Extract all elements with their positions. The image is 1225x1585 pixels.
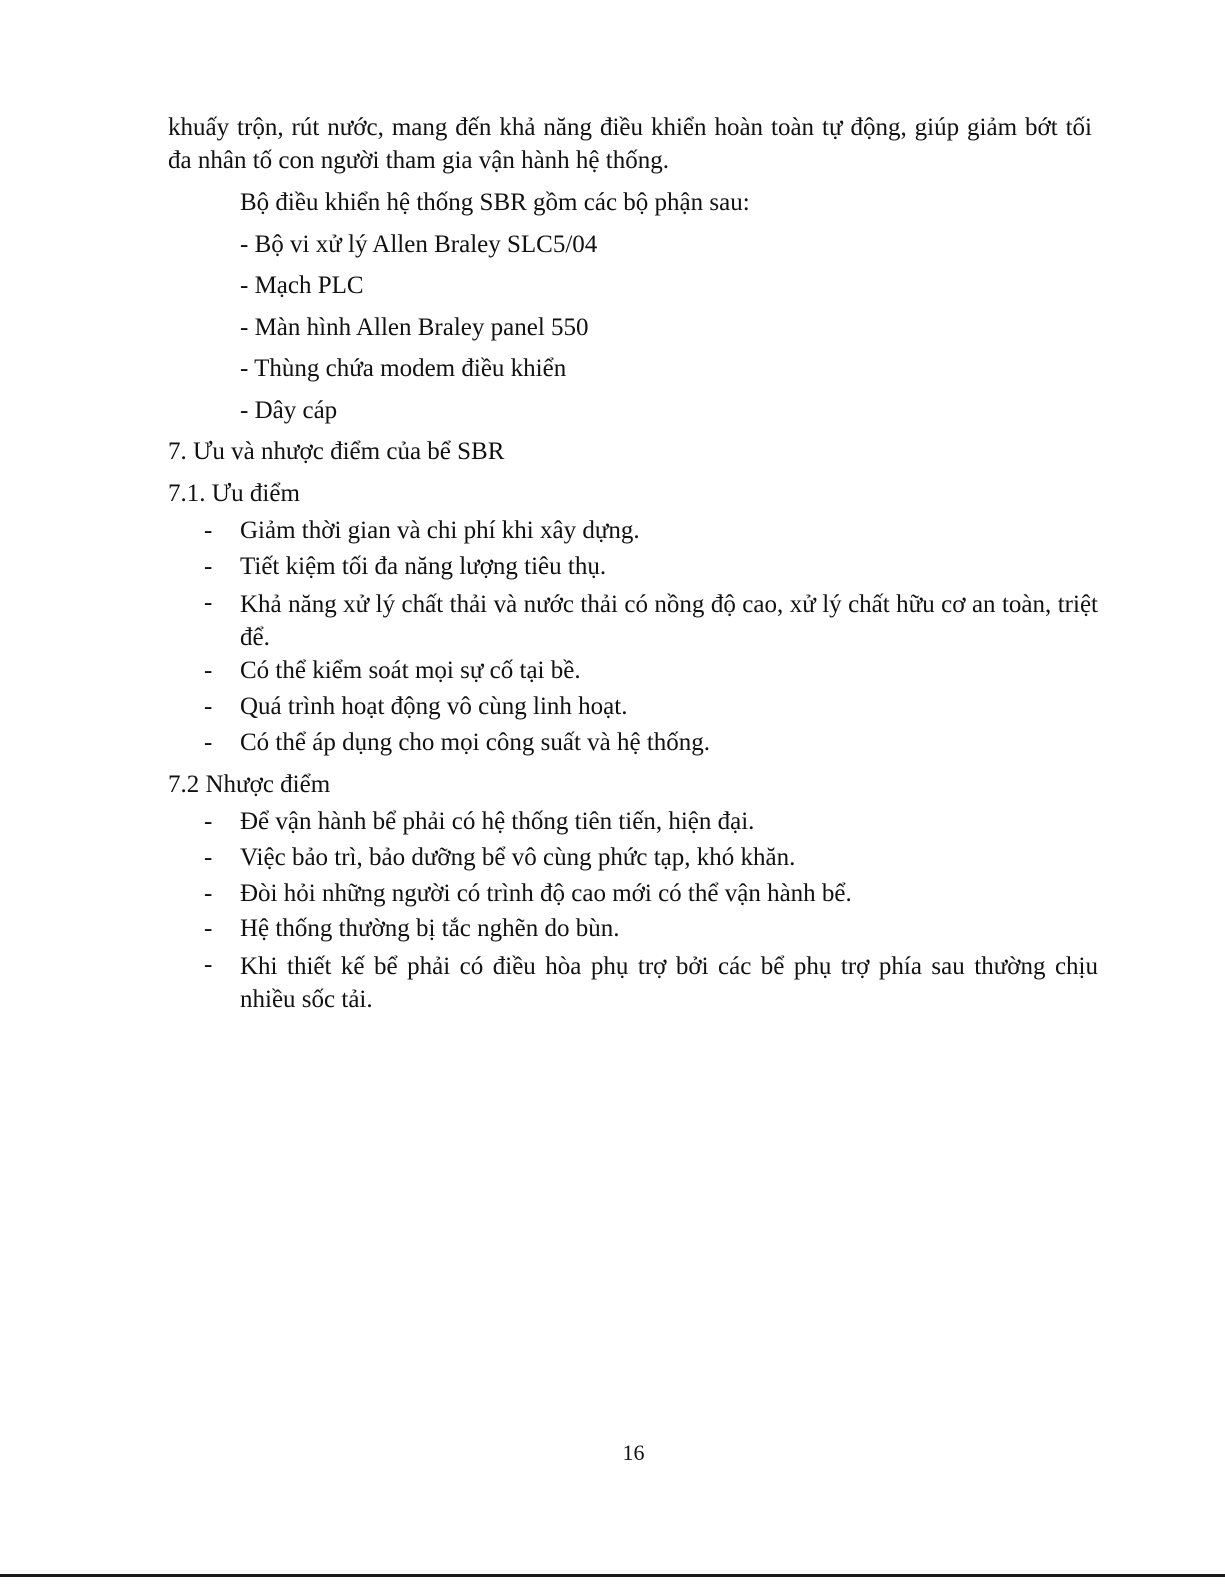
- bullet-dash: -: [204, 729, 213, 756]
- component-item: - Thùng chứa modem điều khiển: [240, 355, 567, 382]
- component-item: - Bộ vi xử lý Allen Braley SLC5/04: [240, 231, 598, 258]
- intro-line-1: khuấy trộn, rút nước, mang đến khả năng điều khiển hoàn toàn tự động, giúp giảm bớt tối: [168, 114, 1092, 141]
- list-item-text: Khả năng xử lý chất thải và nước thải có nồng độ cao, xử lý chất hữu cơ an toàn, triệt để.: [240, 591, 1098, 651]
- intro-line-2: đa nhân tố con người tham gia vận hành hệ thống.: [168, 147, 669, 174]
- page-number: 16: [622, 1440, 645, 1465]
- component-item: - Mạch PLC: [240, 272, 364, 299]
- list-item-text: Quá trình hoạt động vô cùng linh hoạt.: [240, 693, 628, 720]
- subsection-heading-disadvantages: 7.2 Nhược điểm: [168, 771, 331, 798]
- bullet-dash: -: [204, 657, 213, 684]
- list-item-text: Tiết kiệm tối đa năng lượng tiêu thụ.: [240, 553, 607, 580]
- bullet-dash: -: [204, 693, 213, 720]
- list-item-text: Khi thiết kế bể phải có điều hòa phụ trợ bởi các bể phụ trợ phía sau thường chịu nhiều sốc tải.: [240, 953, 1098, 1013]
- bullet-dash: -: [204, 880, 213, 907]
- bottom-rule: [0, 1574, 1225, 1577]
- list-item-text: Có thể kiểm soát mọi sự cố tại bề.: [240, 657, 581, 684]
- controller-heading: Bộ điều khiển hệ thống SBR gồm các bộ phận sau:: [240, 189, 750, 216]
- bullet-dash: -: [204, 808, 213, 835]
- bullet-dash: -: [204, 589, 213, 616]
- bullet-dash: -: [204, 915, 213, 942]
- section-heading: 7. Ưu và nhược điểm của bể SBR: [168, 438, 505, 465]
- list-item-text: Giảm thời gian và chi phí khi xây dựng.: [240, 517, 640, 544]
- bullet-dash: -: [204, 951, 213, 978]
- bullet-dash: -: [204, 553, 213, 580]
- bullet-dash: -: [204, 517, 213, 544]
- component-item: - Màn hình Allen Braley panel 550: [240, 314, 589, 341]
- list-item-text: Đòi hỏi những người có trình độ cao mới có thể vận hành bể.: [240, 880, 852, 907]
- list-item-text: Việc bảo trì, bảo dưỡng bể vô cùng phức tạp, khó khăn.: [240, 844, 796, 871]
- bullet-dash: -: [204, 844, 213, 871]
- component-item: - Dây cáp: [240, 397, 338, 424]
- list-item-text: Hệ thống thường bị tắc nghẽn do bùn.: [240, 915, 620, 942]
- subsection-heading-advantages: 7.1. Ưu điểm: [168, 480, 300, 507]
- list-item-text: Để vận hành bể phải có hệ thống tiên tiến, hiện đại.: [240, 808, 755, 835]
- list-item-text: Có thể áp dụng cho mọi công suất và hệ thống.: [240, 729, 711, 756]
